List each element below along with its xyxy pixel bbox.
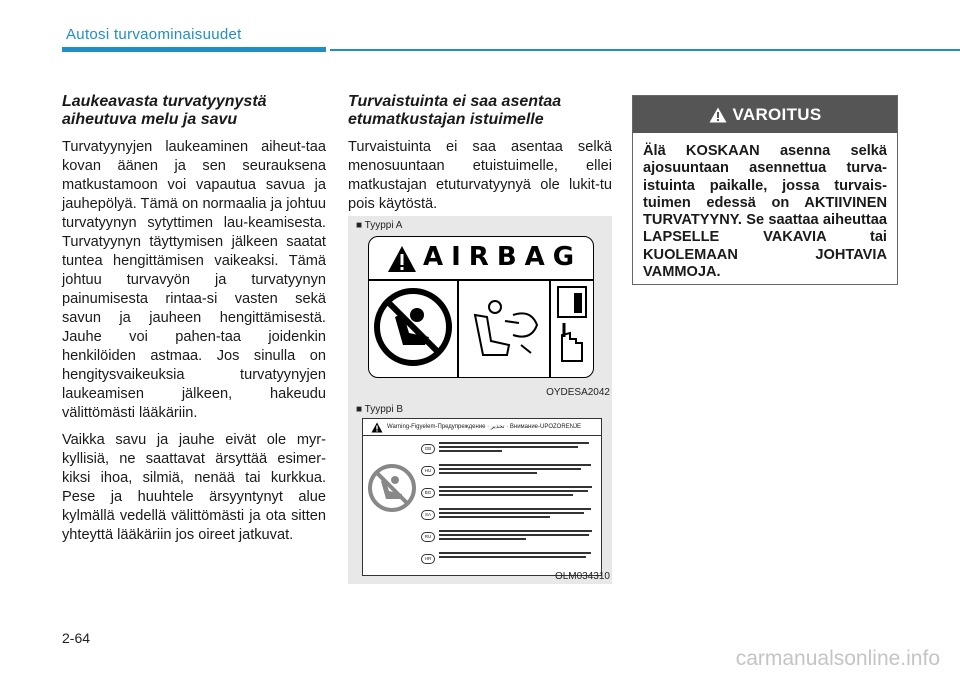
airbag-deploy-icon xyxy=(461,285,547,371)
lang-text-bg xyxy=(439,486,597,497)
airbag-label-card xyxy=(368,236,594,378)
middle-column xyxy=(348,93,612,222)
section-title: Autosi turvaominaisuudet xyxy=(66,26,242,43)
page-number: 2-64 xyxy=(62,630,91,646)
lang-row-ru xyxy=(421,529,597,543)
figure-a-code: OYDESA2042 xyxy=(546,387,610,398)
lang-badge-sa: SA xyxy=(421,510,435,520)
lang-row-sa xyxy=(421,507,597,521)
middle-paragraph: Turvaistuinta ei saa asentaa selkä menosuuntaan etuistuimelle, ellei matkustajan etuturvatyynyä ole lukit-tu pois käytöstä. xyxy=(348,139,612,212)
lang-text-sa xyxy=(439,508,597,519)
warning-heading: VAROITUS xyxy=(732,104,822,124)
figure-b-label: ■ Tyyppi B xyxy=(356,404,403,415)
manual-info-icon xyxy=(552,283,592,373)
warning-box xyxy=(632,95,898,285)
lang-badge-hu: HU xyxy=(421,466,435,476)
lang-row-hu xyxy=(421,463,597,477)
figure-b-code: OLM034310 xyxy=(554,571,610,582)
lang-badge-hr: HR xyxy=(421,554,435,564)
figure-type-b xyxy=(348,400,612,584)
airbag-card-divider-2 xyxy=(549,279,551,377)
warning-triangle-icon xyxy=(387,245,417,273)
no-child-seat-icon xyxy=(367,463,417,513)
label-b-header: Warning-Figyelem-Предупреждение · تحذير · Внимание-UPOZORENJE xyxy=(363,419,601,436)
figure-a-label: ■ Tyyppi A xyxy=(356,220,403,231)
left-section-title: Laukeavasta turvatyynystä aiheutuva melu ja savu xyxy=(62,93,267,128)
lang-badge-bg: BG xyxy=(421,488,435,498)
figure-type-a xyxy=(348,216,612,400)
lang-text-hr xyxy=(439,552,597,560)
warning-header xyxy=(633,96,897,133)
airbag-word: AIRBAG xyxy=(423,242,583,272)
left-paragraph-1: Turvatyynyjen laukeaminen aiheut-taa kovan äänen ja sen seurauksena matkustamoon voi vapautua savua ja jauhepölyä. Tämä on normaalia ja johtuu turvatyynyn sytyttimen lau-keamisesta. Turvatyynyn täyttymisen jälkeen saatat tuntea hengittämisen vaikeaksi. Tämä johtuu turvavyön ja turvatyynyn painumisesta rintaa-si vasten sekä savun ja jauheen hengittämisestä. Jauhe voi pahen-taa joidenkin henkilöiden astmaa. Jos sinulla on hengitysvaikeuksia turvatyynyjen laukeamisen jälkeen, hakeudu välittömästi lääkäriin. xyxy=(62,139,326,421)
lang-row-gb xyxy=(421,441,597,455)
airbag-card-separator xyxy=(369,279,593,281)
warning-triangle-icon xyxy=(709,107,727,123)
lang-badge-gb: GB xyxy=(421,444,435,454)
multilingual-warning-label xyxy=(362,418,602,576)
lang-row-bg xyxy=(421,485,597,499)
lang-text-hu xyxy=(439,464,597,475)
lang-badge-ru: RU xyxy=(421,532,435,542)
header-bar-light xyxy=(330,49,960,51)
left-paragraph-2: Vaikka savu ja jauhe eivät ole myr-kyllisiä, ne saattavat ärsyttää esimer-kiksi ihoa, silmiä, nenää tai kurkkua. Pese ja huuhtele ärsyyntynyt alue kylmällä vedellä välittömästi ja ota sitten yhteyttä lääkäriin jos oireet jatkuvat. xyxy=(62,432,326,543)
left-column xyxy=(62,93,326,553)
warning-text: Älä KOSKAAN asenna selkä ajosuuntaan asennettua turva-istuinta paikalle, jossa turvais-tuimen edessä on AKTIIVINEN TURVATYYNY. Se saattaa aiheuttaa LAPSELLE VAKAVIA tai KUOLEMAAN JOHTAVIA VAMMOJA. xyxy=(643,143,887,281)
header-bar-dark xyxy=(62,47,326,52)
airbag-card-divider-1 xyxy=(457,279,459,377)
no-child-seat-icon xyxy=(373,287,453,367)
lang-text-gb xyxy=(439,442,597,453)
watermark: carmanualsonline.info xyxy=(735,647,940,670)
lang-text-ru xyxy=(439,530,597,541)
lang-row-hr xyxy=(421,551,597,565)
middle-section-title: Turvaistuinta ei saa asentaa etumatkustajan istuimelle xyxy=(348,93,562,128)
